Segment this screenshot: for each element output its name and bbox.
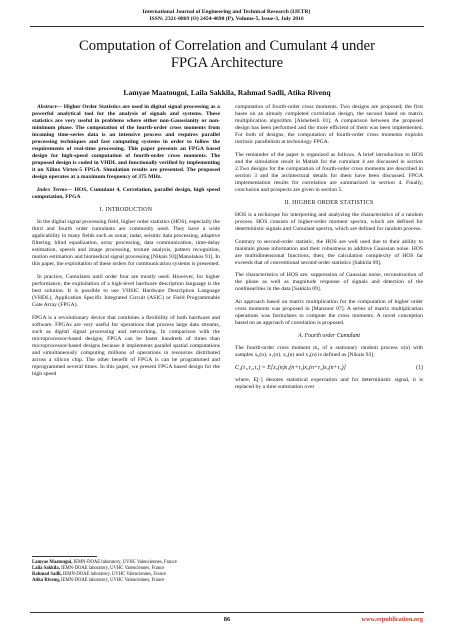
affiliation-text: IEMN-DOAE laboratory, UVHC Valenciennes, France bbox=[72, 560, 177, 565]
intro-paragraph: FPGA is a revolutionary device that combines a flexibility of both hardware and software. FPGAs are very useful for operations that process large data streams, such as digital signal processing and networking. In comparison with the microprocessor-based designs, FPGA can be faster hundreds of times than microprocessor-based designs because it implements parallel spatial computations and simultaneously computing millions of operations in resources distributed across a silicon chip. The other benefit of FPGA is can be programmed and reprogrammed several times. In this paper, we present FPGA based design for the high speed bbox=[32, 314, 220, 377]
left-column bbox=[32, 104, 220, 384]
author-list: Lamyae Maatougui, Laila Sakkila, Rahmad Sadli, Atika Rivenq bbox=[123, 88, 331, 97]
journal-issn: ISSN: 2321-0869 (O) 2454-4698 (P), Volume-5, Issue-3, July 2016 bbox=[149, 16, 304, 23]
affiliation-name: Atika Rivenq, bbox=[32, 578, 60, 584]
equation-1 bbox=[235, 365, 423, 372]
abstract-text: Higher Order Statistics are used in digital signal processing as a powerful analytical tool for the analysis of signals and systems. These statistics are very useful in problems where either non-Gaussianity or non-minimum phase. The computation of the fourth-order cross moments from incoming time-series data is an intensive process and requires parallel processing techniques and fast computing systems in order to follow the requirements of real-time processing. This paper presents an FPGA based design for high-speed computation of fourth-order cross moments. The proposed design is coded in VHDL and functionally verified by implementing it on Xilinx Virtex-5 FPGA. Simulation results are presented. The proposed design operates at a maximum frequency of 375 MHz. bbox=[32, 104, 220, 181]
body-paragraph: Contrary to second-order statistic, the HOS are well used due to their ability to maintain phase information and their robustness to additive Gaussian noise. HOS are multidimensional functions, then; the calculation complexity of HOS far exceeds that of conventional second-order statistics [Sakkila 09]. bbox=[235, 238, 423, 266]
affiliation-name: Rahmad Sadli, bbox=[32, 572, 62, 578]
author-affiliations bbox=[32, 560, 220, 584]
index-terms bbox=[32, 187, 220, 201]
paper-title bbox=[30, 38, 424, 73]
footer-rule bbox=[30, 612, 424, 613]
body-paragraph: The fourth-order cross moment m₄ of a stationary random process x(n) with samples x₀(n), x₁(n), x₂(n) and x₃(n) is defined as [Nikais 93]: bbox=[235, 344, 423, 358]
body-paragraph: The characteristics of HOS are: suppression of Gaussian noise, reconstruction of the phase as well as magnitude response of signals and detection of the nonlinearities in the data [Sakkila 09]. bbox=[235, 272, 423, 293]
intro-paragraph: In practice, Cumulants until order four are mostly used. However, for higher performance, the exploitation of a high-level hardware description language is the best solution. It is possible to use VHSIC Hardware Description Language (VHDL), Application Specific Integrated Circuit (ASIC) or Field Programmable Gate Array (FPGA). bbox=[32, 273, 220, 308]
equation-number: (1) bbox=[416, 364, 423, 371]
journal-header bbox=[0, 9, 453, 24]
body-paragraph: An approach based on matrix multiplication for the computation of higher order cross moments was proposed in [Manzoor 07]. A series of matrix multiplication operations was formulates to compute the cross moments. A novel conception based on an approach of correlation is proposed. bbox=[235, 299, 423, 327]
affiliation-name: Laila Sakkila, bbox=[32, 566, 60, 572]
affiliation-text: IEMN-DOAE laboratory, UVHC Valenciennes, France bbox=[59, 578, 165, 584]
publisher-website-link[interactable]: www.erpublication.org bbox=[361, 616, 423, 623]
affiliation-text: IEMN-DOAE laboratory, UVHC Valenciennes, France bbox=[59, 566, 165, 572]
affiliation-line bbox=[32, 578, 220, 584]
section-heading-introduction: I. INTRODUCTION bbox=[99, 206, 153, 213]
body-paragraph: computation of fourth-order cross moments. Two designs are proposed; the first bases on an already completed correlation design, the second based on matrix multiplication algorithm [Alshebeili 01]. A comparison between the proposed design has been performed and the more efficient of them was been implemented. For both of designs, the computation of fourth-order cross moments exploits intrinsic parallelism at technology FPGA. bbox=[235, 104, 423, 146]
footnote-rule bbox=[32, 556, 97, 557]
abstract-label: Abstract— bbox=[37, 104, 63, 110]
body-paragraph: HOS is a technique for interpreting and analyzing the characteristics of a random process. HOS consists of higher-order moment spectra, which are defined for deterministic signals and Cumulant spectra, which are defined for random process. bbox=[235, 211, 423, 232]
equation-expression: C₄(τ₁,τ₂,τ₃) = E[x₀(n)x₁(n+τ₁)x₂(n+τ₂)x₃(n+τ₃)] bbox=[235, 364, 346, 371]
right-column bbox=[235, 104, 423, 396]
index-terms-label: Index Terms— bbox=[37, 187, 73, 194]
index-terms-text: HOS, Cumulant 4, Correlation, parallel design, high speed computation, FPGA bbox=[32, 187, 220, 201]
title-line-2: FPGA Architecture bbox=[170, 55, 284, 72]
affiliation-name: Lamyae Maatougui, bbox=[32, 560, 73, 565]
abstract bbox=[32, 104, 220, 182]
subsection-heading-cumulant: A. Fourth order Cumulant bbox=[298, 332, 360, 339]
body-paragraph: The remainder of the paper is organized as follows. A brief introduction to HOS and the simulation result in Matlab for the cumulant 4 are discussed in section 2.Two designs for the computation of fourth-order cross moments are described in section 3 and the architectural details for them have been discussed. FPGA implementation results for correlation are summarized in section 4. Finally, conclusion and prospects are given in section 5. bbox=[235, 151, 423, 194]
body-paragraph: where, E[·] denotes statistical expectation and for deterministic signal, it is replaced by a time summation over bbox=[235, 376, 423, 390]
intro-paragraph: In the digital signal processing field, higher order statistics (HOS), especially the third and fourth order cumulants are commonly used. They have a wide applicability in many fields such as sonar, radar, seismic data processing, adaptive filtering, blind equalization, array processing, data communication, time-delay estimation, speech and image processing, texture analysis, pattern recognition, motion estimation and biomedical signal processing [Nikais 93][Manolakos 91]. In this paper, the exploitation of these orders for communication systems is presented. bbox=[32, 218, 220, 268]
journal-name: International Journal of Engineering and Technical Research (IJETR) bbox=[142, 9, 311, 15]
header-rule bbox=[30, 26, 424, 27]
title-line-1: Computation of Correlation and Cumulant 4 under bbox=[79, 38, 375, 54]
affiliation-text: IEMN-DOAE laboratory, UVHC Valenciennes, France bbox=[61, 572, 167, 578]
page-number: 86 bbox=[223, 616, 231, 623]
section-heading-hos: II. HIGHER ORDER STATISTICS bbox=[284, 199, 374, 206]
